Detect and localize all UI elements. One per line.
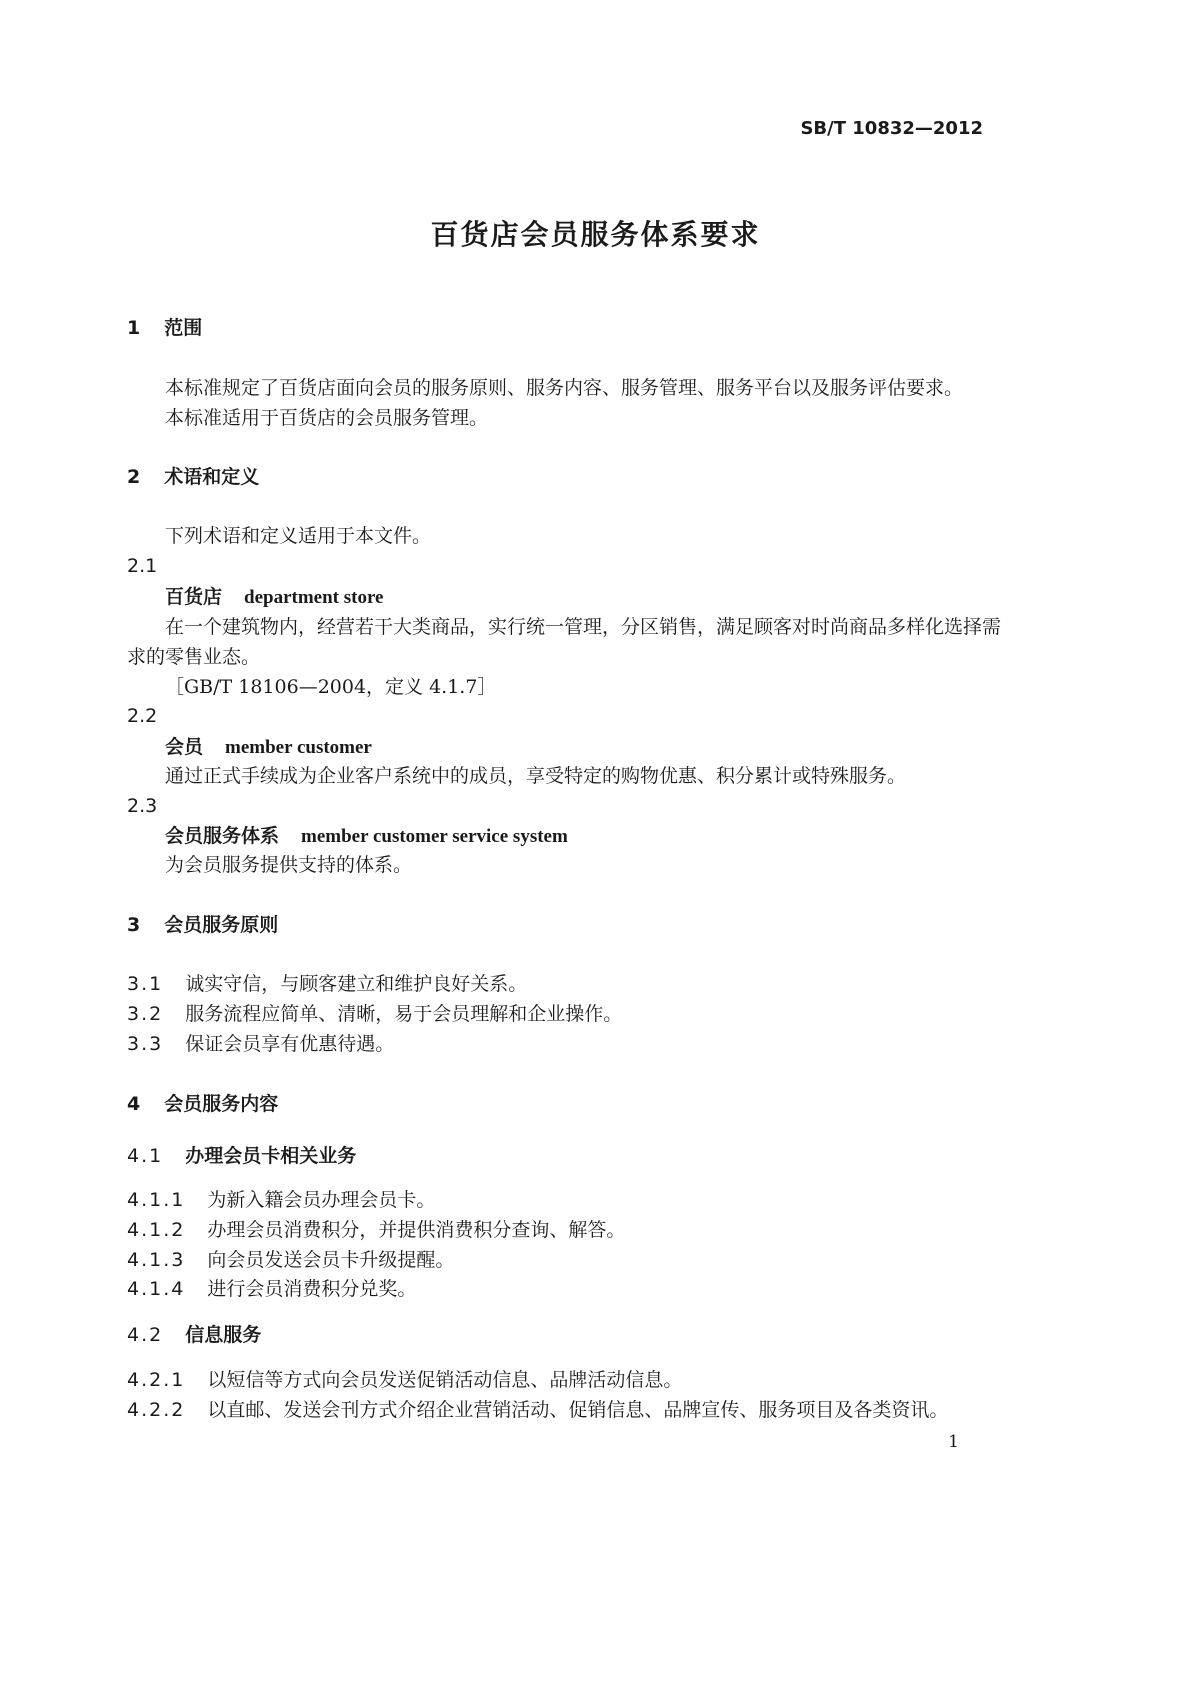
- section-1-heading: [127, 316, 202, 340]
- clause-number: 4.2.2: [127, 1399, 186, 1421]
- term-number: 2.2: [127, 705, 158, 727]
- clause-item: [127, 1368, 682, 1392]
- document-title: 百货店会员服务体系要求: [430, 218, 761, 251]
- section-number: 3: [127, 914, 143, 936]
- clause-item: [127, 1188, 435, 1212]
- clause-item: [127, 1218, 625, 1242]
- term-definition-continued: 求的零售业态。: [127, 646, 261, 668]
- clause-number: 3.1: [127, 973, 164, 995]
- clause-number: 3.2: [127, 1003, 164, 1025]
- term-chinese: 会员: [165, 736, 204, 758]
- clause-text: 以短信等方式向会员发送促销活动信息、品牌活动信息。: [207, 1369, 683, 1391]
- section-number: 4: [127, 1093, 143, 1115]
- clause-text: 进行会员消费积分兑奖。: [207, 1278, 417, 1300]
- clause-text: 向会员发送会员卡升级提醒。: [207, 1249, 455, 1271]
- subsection-title: 信息服务: [185, 1324, 262, 1346]
- clause-text: 服务流程应简单、清晰，易于会员理解和企业操作。: [185, 1003, 623, 1025]
- clause-item: [127, 1398, 948, 1422]
- clause-number: 3.3: [127, 1033, 164, 1055]
- clause-item: [127, 1032, 394, 1056]
- term-entry: [165, 735, 372, 760]
- section-number: 1: [127, 317, 143, 339]
- section-2-heading: [127, 465, 259, 489]
- subsection-title: 办理会员卡相关业务: [185, 1145, 357, 1167]
- subsection-number: 4.2: [127, 1324, 164, 1346]
- term-chinese: 会员服务体系: [165, 825, 280, 847]
- clause-text: 诚实守信，与顾客建立和维护良好关系。: [185, 973, 528, 995]
- section-3-heading: [127, 913, 278, 937]
- section-4-heading: [127, 1092, 278, 1116]
- clause-text: 办理会员消费积分，并提供消费积分查询、解答。: [207, 1219, 626, 1241]
- clause-number: 4.2.1: [127, 1369, 186, 1391]
- term-source: ［GB/T 18106—2004，定义 4.1.7］: [165, 676, 497, 698]
- term-english: department store: [244, 587, 384, 608]
- section-title: 范围: [164, 317, 203, 339]
- clause-number: 4.1.1: [127, 1189, 186, 1211]
- subsection-heading: [127, 1323, 261, 1347]
- clause-number: 4.1.3: [127, 1249, 186, 1271]
- clause-text: 为新入籍会员办理会员卡。: [207, 1189, 436, 1211]
- term-entry: [165, 824, 568, 849]
- section-title: 会员服务原则: [164, 914, 279, 936]
- subsection-number: 4.1: [127, 1145, 164, 1167]
- term-english: member customer: [225, 737, 372, 758]
- term-english: member customer service system: [301, 826, 568, 847]
- section-title: 会员服务内容: [164, 1093, 279, 1115]
- term-number: 2.1: [127, 555, 158, 577]
- paragraph: 本标准适用于百货店的会员服务管理。: [165, 407, 489, 429]
- term-definition: 为会员服务提供支持的体系。: [165, 854, 413, 876]
- clause-item: [127, 1002, 622, 1026]
- paragraph: 下列术语和定义适用于本文件。: [165, 525, 432, 547]
- term-entry: [165, 585, 384, 610]
- clause-text: 以直邮、发送会刊方式介绍企业营销活动、促销信息、品牌宣传、服务项目及各类资讯。: [207, 1399, 949, 1421]
- clause-item: [127, 1277, 416, 1301]
- document-code: SB/T 10832—2012: [800, 118, 983, 139]
- clause-number: 4.1.2: [127, 1219, 186, 1241]
- section-title: 术语和定义: [164, 466, 260, 488]
- term-number: 2.3: [127, 795, 158, 817]
- subsection-heading: [127, 1144, 356, 1168]
- clause-item: [127, 972, 527, 996]
- clause-item: [127, 1248, 454, 1272]
- page-number: 1: [948, 1432, 959, 1452]
- section-number: 2: [127, 466, 143, 488]
- paragraph: 本标准规定了百货店面向会员的服务原则、服务内容、服务管理、服务平台以及服务评估要求。: [165, 377, 964, 399]
- clause-text: 保证会员享有优惠待遇。: [185, 1033, 395, 1055]
- term-definition: 在一个建筑物内，经营若干大类商品，实行统一管理，分区销售，满足顾客对时尚商品多样化选择需: [165, 616, 1002, 638]
- term-definition: 通过正式手续成为企业客户系统中的成员，享受特定的购物优惠、积分累计或特殊服务。: [165, 765, 907, 787]
- clause-number: 4.1.4: [127, 1278, 186, 1300]
- term-chinese: 百货店: [165, 586, 223, 608]
